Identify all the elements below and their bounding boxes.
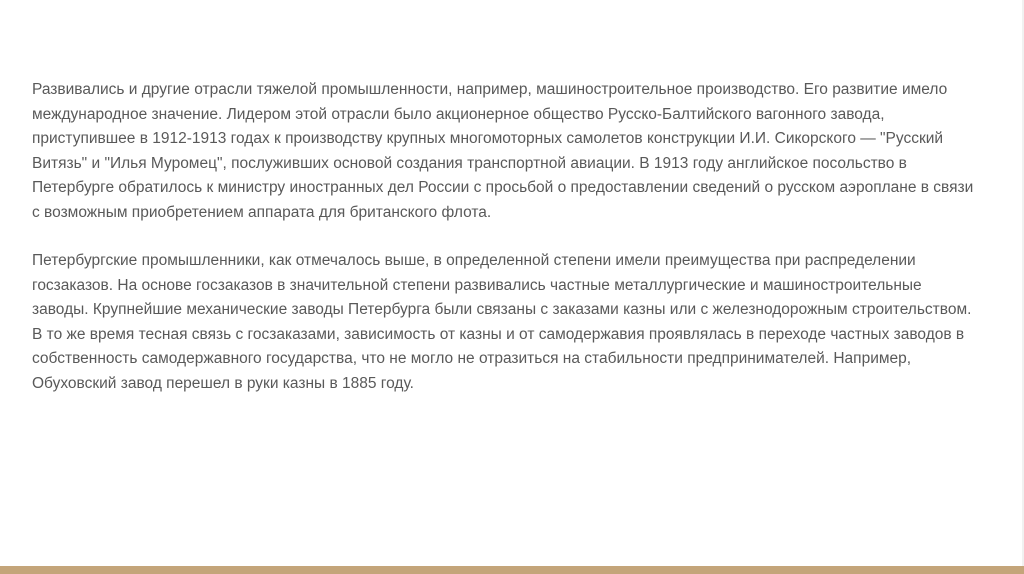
bottom-accent-bar bbox=[0, 566, 1024, 574]
slide-body-text bbox=[32, 78, 982, 396]
paragraph-state-orders: Петербургские промышленники, как отмечалось выше, в определенной степени имели преимущества при распределении госзаказов. На основе госзаказов в значительной степени развивались частные металлургические и машиностроительные заводы. Крупнейшие механические заводы Петербурга были связаны с заказами казны или с железнодорожным строительством. В то же время тесная связь с госзаказами, зависимость от казны и от самодержавия проявлялась в переходе частных заводов в собственность самодержавного государства, что не могло не отразиться на стабильности предпринимателей. Например, Обуховский завод перешел в руки казны в 1885 году. bbox=[32, 252, 972, 392]
paragraph-aircraft-industry: Развивались и другие отрасли тяжелой промышленности, например, машиностроительное производство. Его развитие имело международное значение. Лидером этой отрасли было акционерное общество Русско-Балтийского вагонного завода, приступившее в 1912-1913 годах к производству крупных многомоторных самолетов конструкции И.И. Сикорского — "Русский Витязь" и "Илья Муромец", послуживших основой создания транспортной авиации. В 1913 году английское посольство в Петербурге обратилось к министру иностранных дел России с просьбой о предоставлении сведений о русском аэроплане в связи с возможным приобретением аппарата для британского флота. bbox=[32, 81, 974, 221]
